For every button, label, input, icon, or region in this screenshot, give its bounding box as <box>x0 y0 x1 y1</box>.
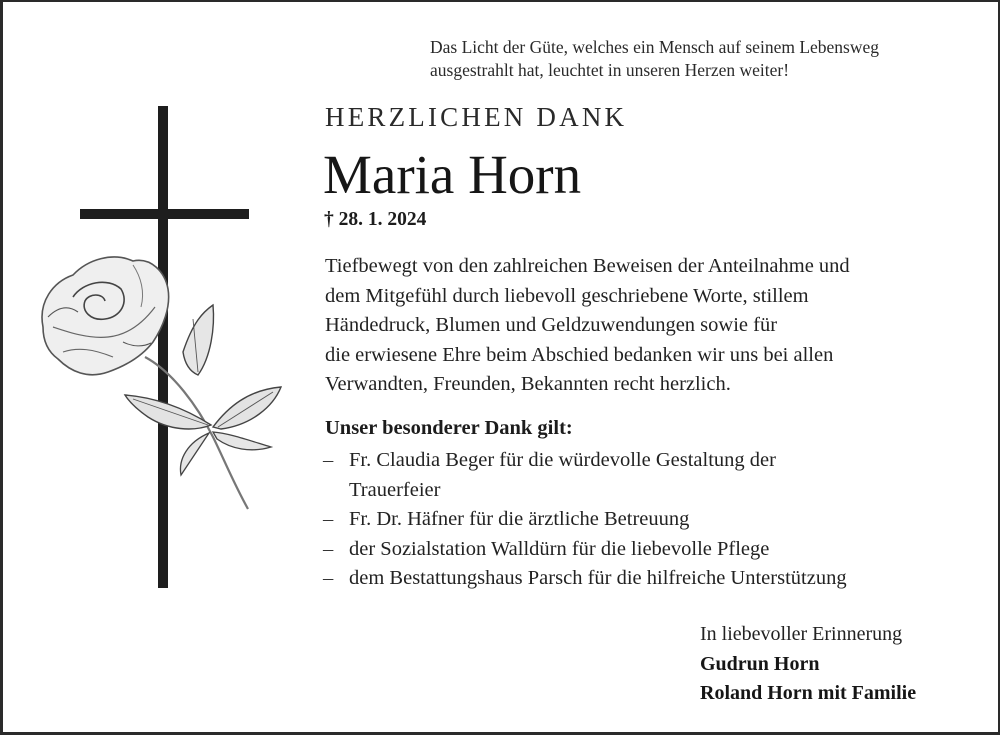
dash-bullet: – <box>323 449 334 471</box>
list-item <box>321 505 981 535</box>
paragraph-line: Verwandten, Freunden, Bekannten recht herzlich. <box>325 373 731 395</box>
list-item-text: dem Bestattungshaus Parsch für die hilfreiche Unterstützung <box>349 567 847 589</box>
special-thanks-list <box>321 446 981 594</box>
motto-quote <box>430 36 990 82</box>
list-item-text: Fr. Claudia Beger für die würdevolle Gestaltung der <box>349 449 776 471</box>
list-item-text: der Sozialstation Walldürn für die liebevolle Pflege <box>349 537 770 560</box>
deceased-name: Maria Horn <box>323 144 582 205</box>
paragraph-line: die erwiesene Ehre beim Abschied bedanken wir uns bei allen <box>325 343 834 366</box>
motto-line: ausgestrahlt hat, leuchtet in unseren Herzen weiter! <box>430 60 790 80</box>
signer-name: Roland Horn mit Familie <box>700 682 917 704</box>
closing-phrase: In liebevoller Erinnerung <box>700 623 903 645</box>
dash-bullet: – <box>323 508 334 530</box>
dash-bullet: – <box>323 537 334 560</box>
list-item <box>321 564 981 594</box>
list-item <box>321 535 981 565</box>
list-item-continuation: Trauerfeier <box>349 478 441 501</box>
closing-signature <box>700 620 916 709</box>
death-date: † 28. 1. 2024 <box>324 209 427 230</box>
paragraph-line: Tiefbewegt von den zahlreichen Beweisen der Anteilnahme und <box>325 255 850 277</box>
list-item <box>321 446 981 476</box>
paragraph-line: dem Mitgefühl durch liebevoll geschriebene Worte, stillem <box>325 284 809 307</box>
motto-line: Das Licht der Güte, welches ein Mensch auf seinem Lebensweg <box>430 37 880 57</box>
special-thanks-title: Unser besonderer Dank gilt: <box>325 417 573 439</box>
signer-name: Gudrun Horn <box>700 652 820 675</box>
list-item-text: Fr. Dr. Häfner für die ärztliche Betreuung <box>349 508 690 530</box>
rose-icon <box>33 247 293 517</box>
gratitude-paragraph <box>325 252 985 400</box>
paragraph-line: Händedruck, Blumen und Geldzuwendungen sowie für <box>325 314 778 336</box>
cross-icon-crossbar <box>80 209 249 219</box>
dash-bullet: – <box>323 567 334 589</box>
page-heading: HERZLICHEN DANK <box>325 102 628 132</box>
